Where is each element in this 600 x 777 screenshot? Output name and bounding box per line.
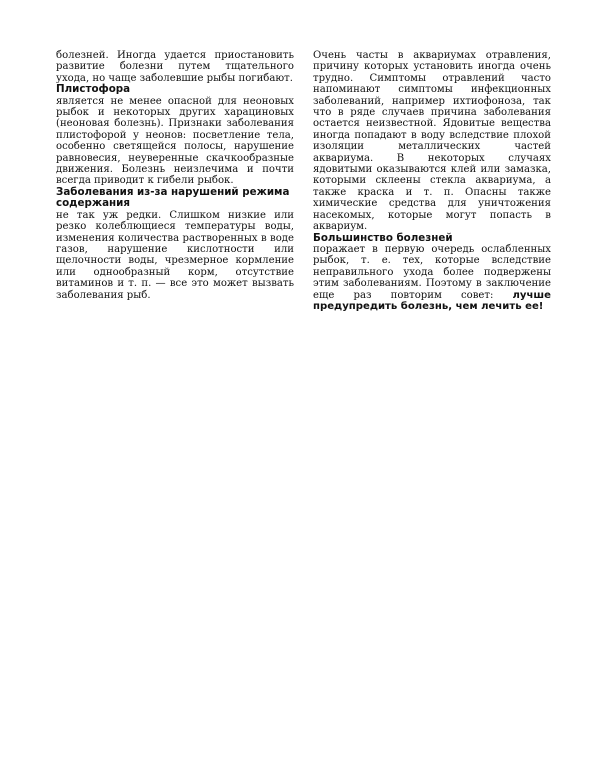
paragraph-maintenance-disorders: не так уж редки. Слишком низкие или резко колеблющиеся температуры воды, изменения количества растворенных в воде газов, нарушение кислотности или щелочности воды, чрезмерное кормление или однообразный корм, отсутствие витаминов и т. п. — все это может вызвать заболевания рыб. [56, 209, 294, 301]
paragraph-most-diseases [313, 244, 551, 312]
paragraph-continuation: болезней. Иногда удается приостановить развитие болезни путем тщательного ухода, но чаще заболевшие рыбы погибают. [56, 50, 294, 84]
heading-most-diseases: Большинство болезней [313, 231, 453, 244]
right-column [313, 50, 551, 312]
paragraph-most-diseases-text: поражает в первую очередь ослабленных рыбок, т. е. тех, которые вследствие неправильного ухода более подвержены этим заболеваниям. Поэтому в заключение еще раз повторим совет: [313, 243, 551, 301]
advice-emphasis: лучше предупредить болезнь, чем лечить ее! [313, 289, 551, 312]
paragraph-plistophora: является не менее опасной для неоновых рыбок и некоторых других харациновых (неоновая болезнь). Признаки заболевания плистофорой у неонов: посветление тела, особенно светящейся полосы, нарушение равновесия, неуверенные скачкообразные движения. Болезнь неизлечима и почти всегда приводит к гибели рыбок. [56, 95, 294, 187]
paragraph-poisoning: Очень часты в аквариумах отравления, причину которых установить иногда очень трудно. Симптомы отравлений часто напоминают симптомы инфекционных заболеваний, например ихтиофоноза, так что в ряде случаев причина заболевания остается неизвестной. Ядовитые вещества иногда попадают в воду вследствие плохой изоляции металлических частей аквариума. В некоторых случаях ядовитыми оказываются клей или замазка, которыми склеены стекла аквариума, а также краска и т. п. Опасны также химические средства для уничтожения насекомых, которые могут попасть в аквариум. [313, 50, 551, 233]
heading-plistophora: Плистофора [56, 83, 131, 96]
heading-maintenance-disorders: Заболевания из-за нарушений режима содержания [56, 185, 290, 210]
left-column [56, 50, 294, 301]
